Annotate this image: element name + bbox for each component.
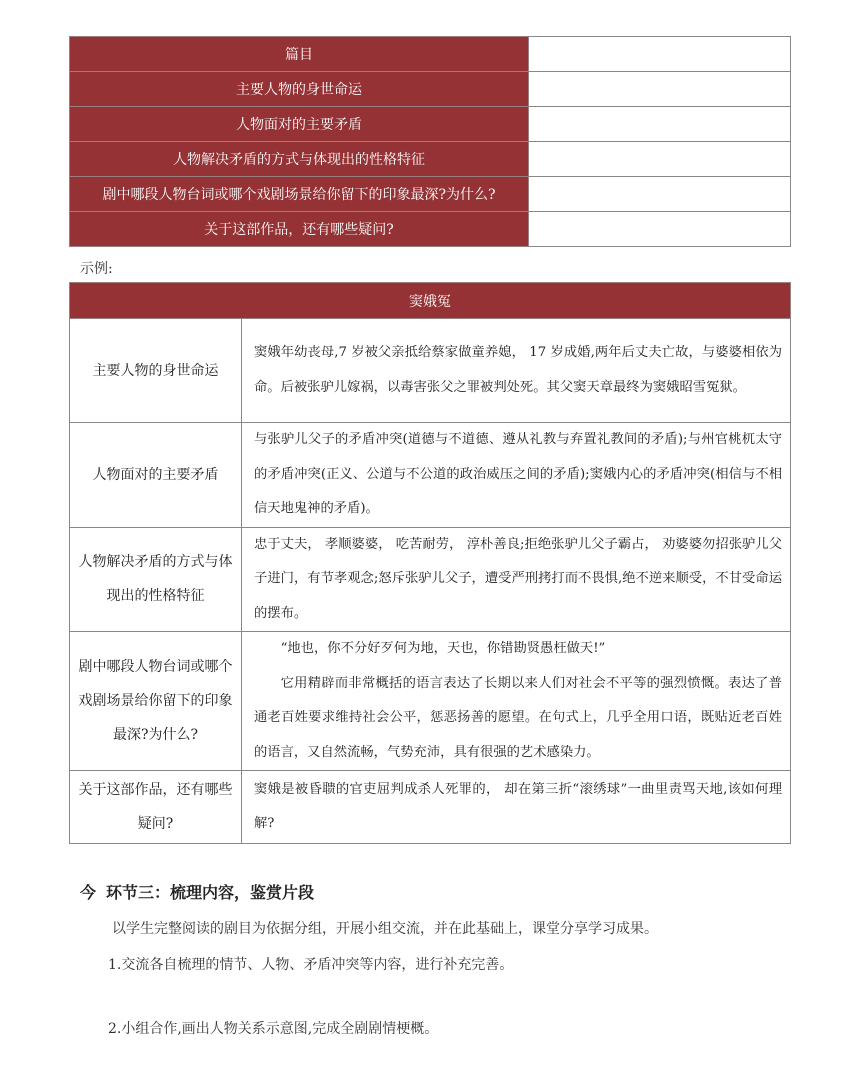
example-row-content: [242, 632, 791, 771]
section-heading-text: 环节三：梳理内容，鉴赏片段: [106, 883, 315, 902]
row-label-conflict: 人物面对的主要矛盾: [70, 107, 529, 142]
answer-cell[interactable]: [529, 72, 791, 107]
answer-cell[interactable]: [529, 177, 791, 212]
content-paragraph: 忠于丈夫， 孝顺婆婆， 吃苦耐劳， 淳朴善良;拒绝张驴儿父子霸占， 劝婆婆勿招张驴儿父子进门，有节孝观念;怒斥张驴儿父子，遭受严刑拷打而不畏惧,绝不逆来顺受，不甘受命运的摆布。: [254, 536, 782, 621]
example-row-label: 人物面对的主要矛盾: [70, 423, 242, 528]
row-label-fate: 主要人物的身世命运: [70, 72, 529, 107]
example-row-label: 人物解决矛盾的方式与体现出的性格特征: [70, 527, 242, 632]
content-paragraph: 窦娥是被昏聩的官吏屈判成杀人死罪的， 却在第三折“滚绣球”一曲里责骂天地,该如何理解?: [254, 781, 782, 831]
section-marker-icon: 今: [80, 883, 97, 902]
example-row-label: 剧中哪段人物台词或哪个戏剧场景给你留下的印象最深?为什么?: [70, 632, 242, 771]
quote-paragraph: “地也，你不分好歹何为地，天也，你错勘贤愚枉做天!”: [280, 641, 606, 656]
row-label-character: 人物解决矛盾的方式与体现出的性格特征: [70, 142, 529, 177]
section-heading: [80, 880, 314, 903]
example-row-label: 关于这部作品，还有哪些疑问?: [70, 771, 242, 844]
content-paragraph: 与张驴儿父子的矛盾冲突(道德与不道德、遵从礼教与弃置礼教间的矛盾);与州官桃杌太守的矛盾冲突(正义、公道与不公道的政治威压之间的矛盾);窦娥内心的矛盾冲突(相信与不相信天地鬼神的矛盾)。: [254, 432, 782, 516]
content-paragraph: 窦娥年幼丧母,7 岁被父亲抵给蔡家做童养媳， 17 岁成婚,两年后丈夫亡故，与婆婆相依为命。后被张驴儿嫁祸，以毒害张父之罪被判处死。其父窦天章最终为窦娥昭雪冤狱。: [254, 345, 782, 395]
row-label-title: 篇目: [70, 37, 529, 72]
example-row-content: [242, 527, 791, 632]
content-paragraph: 它用精辟而非常概括的语言表达了长期以来人们对社会不平等的强烈愤慨。表达了普通老百姓要求维持社会公平，惩恶扬善的愿望。在句式上，几乎全用口语，既贴近老百姓的语言，又自然流畅，气势充沛，具有很强的艺术感染力。: [254, 675, 782, 760]
row-label-questions: 关于这部作品，还有哪些疑问?: [70, 212, 529, 247]
section-item-1: 1.交流各自梳理的情节、人物、矛盾冲突等内容，进行补充完善。: [108, 957, 514, 973]
example-title: 窦娥冤: [70, 283, 791, 319]
answer-cell[interactable]: [529, 142, 791, 177]
section-intro: 以学生完整阅读的剧目为依据分组，开展小组交流，并在此基础上，课堂分享学习成果。: [112, 921, 658, 937]
answer-cell[interactable]: [529, 212, 791, 247]
answer-cell[interactable]: [529, 37, 791, 72]
section-item-2: 2.小组合作,画出人物关系示意图,完成全剧剧情梗概。: [108, 1021, 439, 1037]
example-row-content: [242, 771, 791, 844]
example-table: [69, 282, 791, 844]
example-row-content: [242, 319, 791, 423]
example-row-label: 主要人物的身世命运: [70, 319, 242, 423]
planning-table: [69, 36, 791, 247]
row-label-impression: 剧中哪段人物台词或哪个戏剧场景给你留下的印象最深?为什么?: [70, 177, 529, 212]
answer-cell[interactable]: [529, 107, 791, 142]
example-row-content: [242, 423, 791, 528]
example-label: 示例:: [80, 261, 113, 277]
